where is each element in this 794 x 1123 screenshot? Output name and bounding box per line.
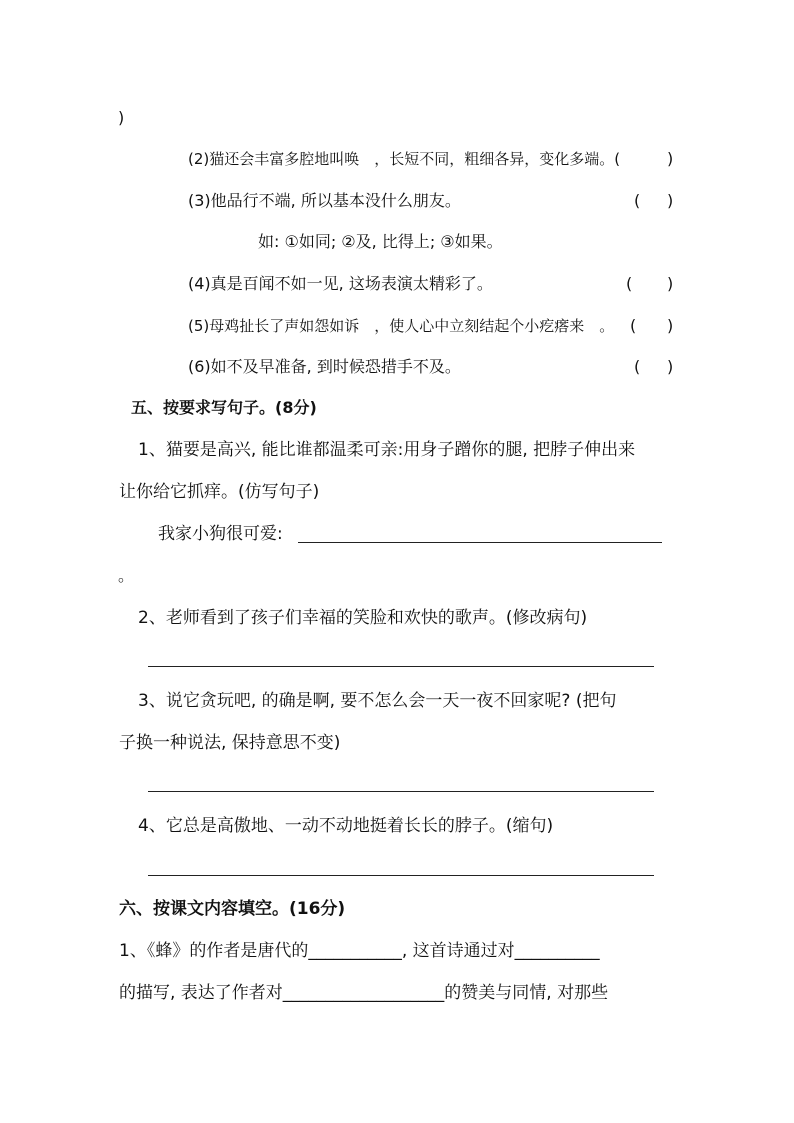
answer-paren-close: ) [667,191,674,210]
section5-heading: 五、按要求写句子。(8分) [131,398,317,417]
section5-q1-line1: 1、猫要是高兴, 能比谁都温柔可亲:用身子蹭你的腿, 把脖子伸出来 [138,440,636,460]
section4-item-4: (4)真是百闻不如一见, 这场表演太精彩了。 [188,274,493,293]
section5-q3-line1: 3、说它贪玩吧, 的确是啊, 要不怎么会一天一夜不回家呢? (把句 [138,691,617,711]
section4-item-2: (2)猫还会丰富多腔地叫唤 ，长短不同，粗细各异，变化多端。( [188,150,621,168]
answer-paren-open: ( [634,191,641,210]
answer-paren-close: ) [667,357,674,376]
section6-q1-line2: 的描写, 表达了作者对___________________的赞美与同情, 对那些 [119,983,609,1003]
previous-tail: ) [118,108,125,127]
answer-line[interactable] [148,666,654,667]
answer-paren-open: ( [626,274,633,293]
section5-q1-line2: 让你给它抓痒。(仿写句子) [119,482,320,502]
answer-line[interactable] [148,791,654,792]
section5-q4: 4、它总是高傲地、一动不动地挺着长长的脖子。(缩句) [138,816,554,836]
answer-paren-close: ) [667,316,674,335]
section5-q2: 2、老师看到了孩子们幸福的笑脸和欢快的歌声。(修改病句) [138,608,588,628]
section5-q1-end: 。 [118,566,135,585]
answer-line[interactable] [148,875,654,876]
section5-q1-prompt: 我家小狗很可爱: [158,524,283,544]
section6-heading: 六、按课文内容填空。(16分) [119,899,346,919]
answer-paren-close: ) [667,149,674,168]
answer-paren-open: ( [634,357,641,376]
section6-q1-line1: 1、《蜂》的作者是唐代的___________, 这首诗通过对__________ [119,941,600,961]
answer-paren-open: ( [630,316,637,335]
definition-note: 如: ①如同; ②及, 比得上; ③如果。 [258,232,503,251]
section4-item-6: (6)如不及早准备, 到时候恐措手不及。 [188,357,461,376]
section4-item-5: (5)母鸡扯长了声如怨如诉 ，使人心中立刻结起个小疙瘩来 。 [188,317,615,335]
answer-paren-close: ) [667,274,674,293]
answer-line[interactable] [298,542,662,543]
section5-q3-line2: 子换一种说法, 保持意思不变) [119,733,341,753]
section4-item-3: (3)他品行不端, 所以基本没什么朋友。 [188,191,461,210]
